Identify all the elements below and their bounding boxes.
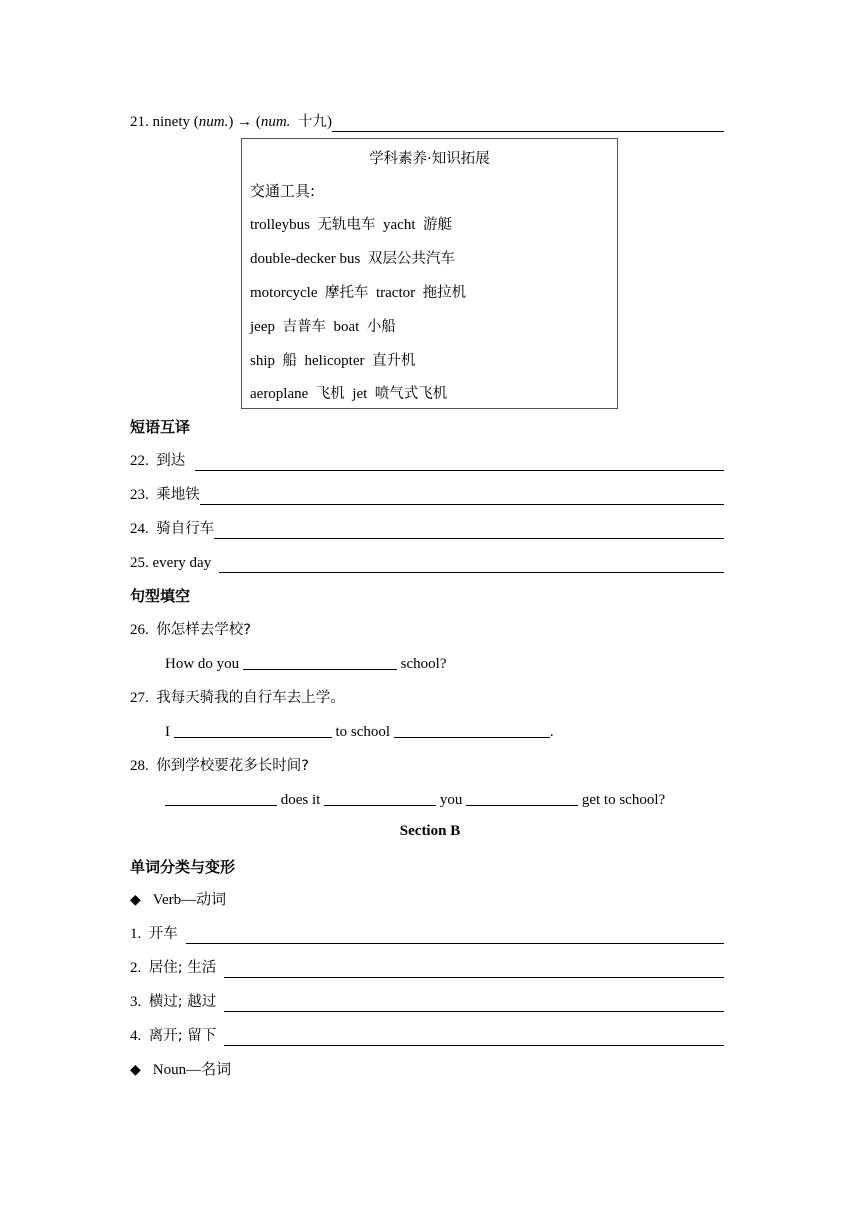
sentence-part: to school xyxy=(335,724,391,740)
answer-line[interactable] xyxy=(200,490,724,505)
answer-blank[interactable] xyxy=(324,791,436,806)
section-heading-words: 单词分类与变形 xyxy=(130,858,236,876)
question-number: 1. xyxy=(130,926,142,942)
question-text: 我每天骑我的自行车去上学。 xyxy=(156,690,345,706)
question-21: 21. ninety ( num. ) → ( num. 十九 ) xyxy=(130,112,724,132)
vocab-cn: 摩托车 xyxy=(324,285,369,301)
diamond-bullet-icon: ◆ xyxy=(130,892,141,908)
question-number: 24. xyxy=(130,521,149,537)
vocab-en: jet xyxy=(352,386,368,402)
vocab-cn: 喷气式飞机 xyxy=(374,386,448,402)
sentence-part: I xyxy=(165,724,170,740)
question-26-prompt xyxy=(130,620,251,640)
sentence-part: does it xyxy=(280,792,321,808)
sentence-part: . xyxy=(549,724,554,740)
vocab-line xyxy=(250,249,455,269)
answer-blank[interactable] xyxy=(174,723,332,738)
question-word: ninety xyxy=(152,114,190,130)
question-text: 骑自行车 xyxy=(156,521,215,537)
section-heading-phrases: 短语互译 xyxy=(130,418,191,436)
question-24 xyxy=(130,519,724,539)
vocab-en: jeep xyxy=(250,319,275,335)
vocab-line xyxy=(250,351,416,371)
sentence-part: How do you xyxy=(165,656,240,672)
answer-line[interactable] xyxy=(224,1031,724,1046)
question-number: 21. xyxy=(130,114,149,130)
vocab-en: aeroplane xyxy=(250,386,309,402)
vocab-cn: 无轨电车 xyxy=(317,217,376,233)
answer-line[interactable] xyxy=(219,558,724,573)
question-23 xyxy=(130,485,724,505)
question-text: 开车 xyxy=(148,926,178,942)
answer-line[interactable] xyxy=(224,963,724,978)
question-number: 4. xyxy=(130,1028,142,1044)
vocab-en: trolleybus xyxy=(250,217,310,233)
vocab-en: double-decker bus xyxy=(250,251,361,267)
vocab-cn: 拖拉机 xyxy=(422,285,467,301)
vocab-cn: 吉普车 xyxy=(282,319,326,335)
noun-label-row xyxy=(130,1060,231,1080)
vocab-line xyxy=(250,384,447,404)
pos-label: num. xyxy=(260,114,291,130)
box-title: 学科素养·知识拓展 xyxy=(369,151,490,167)
question-text: 离开; 留下 xyxy=(148,1028,217,1044)
arrow: → xyxy=(237,114,253,130)
question-number: 28. xyxy=(130,758,149,774)
hint-cn: 十九 xyxy=(297,114,327,130)
vocab-en: motorcycle xyxy=(250,285,318,301)
answer-line[interactable] xyxy=(332,117,724,132)
answer-blank[interactable] xyxy=(394,723,550,738)
answer-line[interactable] xyxy=(224,997,724,1012)
knowledge-box xyxy=(241,138,618,409)
question-27-prompt xyxy=(130,688,345,708)
question-text: 你怎样去学校? xyxy=(156,622,251,638)
answer-line[interactable] xyxy=(195,456,724,471)
question-26-answer xyxy=(165,654,447,674)
vocab-cn: 飞机 xyxy=(315,386,345,402)
answer-line[interactable] xyxy=(214,524,724,539)
question-text: 乘地铁 xyxy=(156,487,200,503)
noun-label: Noun—名词 xyxy=(152,1062,232,1078)
vocab-line xyxy=(250,317,396,337)
vocab-en: boat xyxy=(333,319,360,335)
question-25 xyxy=(130,553,724,573)
section-b-title: Section B xyxy=(399,823,461,839)
question-text: 横过; 越过 xyxy=(148,994,217,1010)
question-number: 23. xyxy=(130,487,149,503)
question-text: every day xyxy=(152,555,212,571)
answer-blank[interactable] xyxy=(466,791,578,806)
pos-label: num. xyxy=(198,114,229,130)
answer-blank[interactable] xyxy=(243,655,397,670)
sentence-part: you xyxy=(439,792,463,808)
question-number: 22. xyxy=(130,453,149,469)
diamond-bullet-icon: ◆ xyxy=(130,1062,141,1078)
question-28-prompt xyxy=(130,756,309,776)
sentence-part: school? xyxy=(400,656,447,672)
vocab-en: tractor xyxy=(375,285,416,301)
verb-item-4 xyxy=(130,1026,724,1046)
answer-blank[interactable] xyxy=(165,791,277,806)
question-text: 你到学校要花多长时间? xyxy=(156,758,309,774)
vocab-line xyxy=(250,283,466,303)
section-heading-sentences: 句型填空 xyxy=(130,587,191,605)
vocab-cn: 双层公共汽车 xyxy=(367,251,455,267)
question-28-answer xyxy=(165,790,665,810)
question-text: 到达 xyxy=(156,453,186,469)
vocab-cn: 直升机 xyxy=(372,353,416,369)
vocab-en: helicopter xyxy=(304,353,365,369)
vocab-en: yacht xyxy=(383,217,416,233)
verb-item-1 xyxy=(130,924,724,944)
verb-label: Verb—动词 xyxy=(152,892,227,908)
sentence-part: get to school? xyxy=(581,792,666,808)
question-number: 3. xyxy=(130,994,142,1010)
vocab-line xyxy=(250,215,452,235)
verb-item-3 xyxy=(130,992,724,1012)
box-subtitle: 交通工具: xyxy=(250,182,316,200)
question-number: 2. xyxy=(130,960,142,976)
vocab-cn: 船 xyxy=(282,353,298,369)
question-number: 25. xyxy=(130,555,149,571)
verb-item-2 xyxy=(130,958,724,978)
vocab-en: ship xyxy=(250,353,276,369)
question-number: 27. xyxy=(130,690,149,706)
vocab-cn: 小船 xyxy=(366,319,396,335)
verb-label-row xyxy=(130,890,226,910)
question-22 xyxy=(130,451,724,471)
question-text: 居住; 生活 xyxy=(148,960,217,976)
answer-line[interactable] xyxy=(186,929,724,944)
vocab-cn: 游艇 xyxy=(422,217,452,233)
question-27-answer xyxy=(165,722,554,742)
question-number: 26. xyxy=(130,622,149,638)
